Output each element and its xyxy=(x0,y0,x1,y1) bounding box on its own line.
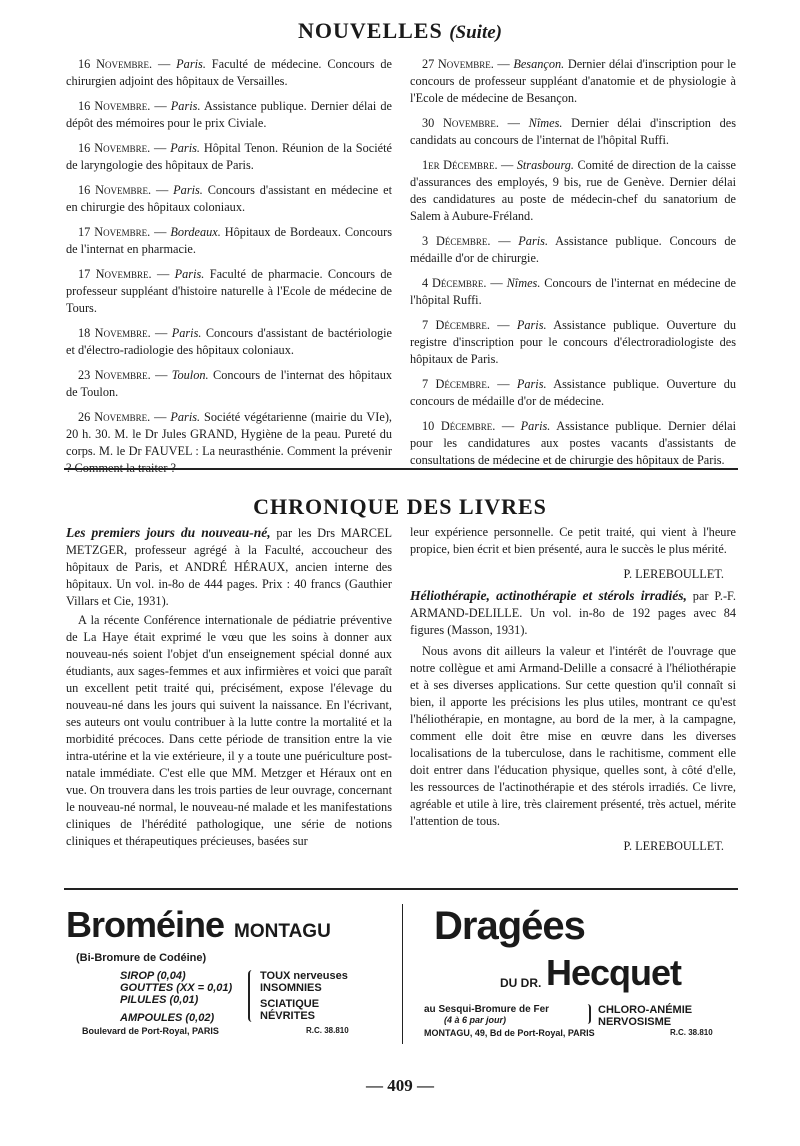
review-2-body: Nous avons dit ailleurs la valeur et l'intérêt de l'ouvrage que notre collègue et ami Armand-Delille a consacré à l'héliothérapie et à ses diverses applications. Sur cette question qu'il connaît si bien, il apporte les précisions les plus utiles, montrant ce qu'est l'héliothérapie, en montagne, au bord de la mer, à la campagne, comment elle doit être mise en œuvre dans les diverses localisations de la tuberculose, dans le rachitisme, comment elle doit entrer dans l'éducation physique, quelles sont, à côté d'elle, les ressources de l'actinothérapie et des stérols irradiés. Ce livre, agréable et utile à lire, très clairement présenté, très actuel, mérite l'attention de tous. xyxy=(410,644,736,828)
ad-divider xyxy=(64,888,738,890)
review-column-right xyxy=(410,524,736,859)
news-place: Besançon. xyxy=(513,57,565,71)
news-text: Société végétarienne (mairie du VIe), 20 h. 30. M. le Dr Jules GRAND, Hygiène de la peau. Pureté du corps. M. le Dr FAUVEL : La neurasthénie. Comment la prévenir xyxy=(66,410,392,458)
news-item: 17 Novembre. — Bordeaux. Hôpitaux de Bordeaux. Concours de l'internat en pharmacie. xyxy=(66,225,392,256)
ad-bromeine xyxy=(66,904,396,1044)
news-text: Comité de direction de la caisse d'assurances des employés, 9 bis, rue de Genève. Dernier délai des candidatures au poste de médecin-chef du sanatorium de Salem à Aubure-Fréland. xyxy=(410,158,736,223)
review-1-title: Les premiers jours du nouveau-né, xyxy=(66,525,271,540)
ad-dragees-name: Hecquet xyxy=(546,952,682,993)
news-date: 7 Décembre. xyxy=(422,377,490,391)
page-header xyxy=(0,18,800,44)
news-text: Concours d'assistant de bactériologie et d'électro-radiologie des hôpitaux coloniaux. xyxy=(66,326,392,357)
header-suite: (Suite) xyxy=(449,22,502,43)
news-text: Hôpitaux de Bordeaux. Concours de l'internat en pharmacie. xyxy=(66,225,392,256)
ad-indication: SCIATIQUE xyxy=(260,998,320,1010)
news-date: 7 Décembre. xyxy=(422,318,490,332)
page-number: — 409 — xyxy=(366,1076,434,1095)
news-date: 23 Novembre. xyxy=(78,368,151,382)
review-2-signature: P. LEREBOULLET. xyxy=(623,839,724,853)
news-text: Faculté de pharmacie. Concours de professeur suppléant d'histoire naturelle à l'Ecole de médecine de Tours. xyxy=(66,267,392,315)
ad-bromeine-maker: MONTAGU xyxy=(234,921,331,942)
news-text: Concours de l'internat des hôpitaux de Toulon. xyxy=(66,368,393,399)
news-place: Nîmes. xyxy=(528,116,563,130)
news-date: 17 Novembre. xyxy=(78,267,152,281)
news-place: Paris. xyxy=(176,57,206,71)
news-column-left xyxy=(66,56,392,485)
news-date: 17 Novembre. xyxy=(78,225,151,239)
ad-indication: NERVOSISME xyxy=(598,1016,672,1028)
ad-vertical-divider xyxy=(402,904,403,1044)
ad-bromeine-brace xyxy=(248,970,256,1022)
news-item: 7 Décembre. — Paris. Assistance publique. Ouverture du registre d'inscription pour le concours d'électroradiologiste des hôpitaux de Paris. xyxy=(410,318,736,366)
news-text: Hôpital Tenon. Réunion de la Société de laryngologie des hôpitaux de Paris. xyxy=(66,141,392,172)
ad-bromeine-address: Boulevard de Port-Royal, PARIS xyxy=(82,1026,219,1036)
news-item: 30 Novembre. — Nîmes. Dernier délai d'inscription des candidats au concours de l'internat de l'hôpital Ruffi. xyxy=(410,116,736,147)
news-item: 26 Novembre. — Paris. Société végétarienne (mairie du VIe), 20 h. 30. M. le Dr Jules GRAND, Hygiène de la peau. Pureté du corps. M. le Dr FAUVEL : La neurasthénie. Comment la prévenir xyxy=(66,409,392,477)
review-column-left xyxy=(66,524,392,858)
ad-bromeine-forms xyxy=(120,970,232,1024)
review-2-title: Héliothérapie, actinothérapie et stérols irradiés, xyxy=(410,588,687,603)
news-text: Assistance publique. Dernier délai de dépôt des mémoires pour le prix Civiale. xyxy=(66,99,392,130)
ad-dragees-indications xyxy=(598,1004,692,1028)
news-item: 7 Décembre. — Paris. Assistance publique. Ouverture du concours de médaille d'or de médecine. xyxy=(410,377,736,408)
news-item: 27 Novembre. — Besançon. Dernier délai d'inscription pour le concours de professeur suppléant d'anatomie et de physiologie à l'Ecole de médecine de Besançon. xyxy=(410,57,736,105)
review-1-signature: P. LEREBOULLET. xyxy=(623,567,724,581)
header-title: NOUVELLES xyxy=(298,18,443,43)
news-date: 16 Novembre. xyxy=(78,57,153,71)
ad-indication: TOUX nerveuses xyxy=(260,970,348,982)
news-place: Paris. xyxy=(170,141,200,155)
review-2-header xyxy=(410,587,736,639)
ad-form: PILULES (0,01) xyxy=(120,994,199,1006)
ad-dragees-hecquet xyxy=(424,904,740,1044)
ad-indication: CHLORO-ANÉMIE xyxy=(598,1004,693,1016)
news-item: 4 Décembre. — Nîmes. Concours de l'internat en médecine de l'hôpital Ruffi. xyxy=(410,276,736,307)
review-1-biblio: par les Drs MARCEL METZGER, professeur agrégé à la Faculté, accoucheur des hôpitaux de Paris, et ANDRÉ HÉRAUX, ancien interne des hôpitaux. Un vol. in-8o de 444 pages. Prix : 40 francs (Gauthier Villars et Cie, 1931). xyxy=(66,526,392,608)
news-place: Paris. xyxy=(518,234,549,248)
news-date: 16 Novembre. xyxy=(78,141,151,155)
section-divider xyxy=(64,468,738,470)
ad-form: GOUTTES (XX = 0,01) xyxy=(120,982,233,994)
news-date: 30 Novembre. xyxy=(422,116,499,130)
news-place: Strasbourg. xyxy=(516,158,574,172)
news-date: 16 Novembre. xyxy=(78,183,152,197)
news-date: 16 Novembre. xyxy=(78,99,151,113)
news-place: Bordeaux. xyxy=(170,225,221,239)
news-date: 3 Décembre. xyxy=(422,234,491,248)
news-date: 1er Décembre. xyxy=(422,158,498,172)
news-item: 16 Novembre. — Paris. Faculté de médecine. Concours de chirurgien adjoint des hôpitaux de Versailles. xyxy=(66,57,392,88)
ad-indication: INSOMNIES xyxy=(260,982,322,994)
news-place: Paris. xyxy=(171,326,202,340)
ad-form: AMPOULES (0,02) xyxy=(120,1012,215,1024)
news-text: Assistance publique. Dernier délai pour les candidatures aux postes vacants d'assistants de consultations de médecine et de chirurgie des hôpitaux de Paris. xyxy=(410,419,736,467)
news-text: Concours d'assistant en médecine et en chirurgie des hôpitaux coloniaux. xyxy=(66,183,392,214)
ad-bromeine-indications xyxy=(260,970,348,1022)
ad-dragees-dose: (4 à 6 par jour) xyxy=(444,1015,507,1025)
news-text: Dernier délai d'inscription pour le concours de professeur suppléant d'anatomie et de physiologie à l'Ecole de médecine de Besançon. xyxy=(410,57,736,105)
ad-dragees-composition: au Sesqui-Bromure de Fer xyxy=(424,1004,550,1015)
news-text: Faculté de médecine. Concours de chirurgien adjoint des hôpitaux de Versailles. xyxy=(66,57,392,88)
ad-bromeine-brand: Broméine xyxy=(66,904,225,945)
ad-dragees-brand: Dragées xyxy=(434,904,585,948)
news-item: 18 Novembre. — Paris. Concours d'assistant de bactériologie et d'électro-radiologie des hôpitaux coloniaux. xyxy=(66,326,392,357)
news-item: 16 Novembre. — Paris. Hôpital Tenon. Réunion de la Société de laryngologie des hôpitaux de Paris. xyxy=(66,141,392,172)
news-text: Assistance publique. Concours de médaille d'or de chirurgie. xyxy=(410,234,736,265)
news-item: 16 Novembre. — Paris. Assistance publique. Dernier délai de dépôt des mémoires pour le prix Civiale. xyxy=(66,99,392,130)
news-item: 16 Novembre. — Paris. Concours d'assistant en médecine et en chirurgie des hôpitaux coloniaux. xyxy=(66,183,392,214)
news-date: 4 Décembre. xyxy=(422,276,487,290)
news-text: Assistance publique. Ouverture du concours de médaille d'or de médecine. xyxy=(410,377,736,408)
review-2-biblio: par P.-F. ARMAND-DELILLE. Un vol. in-8o de 192 pages avec 84 figures (Masson, 1931). xyxy=(410,589,736,637)
ad-dragees-brace xyxy=(584,1004,591,1024)
ad-form: SIROP (0,04) xyxy=(120,970,186,982)
news-date: 27 Novembre. xyxy=(422,57,494,71)
ad-dragees-of: DU DR. xyxy=(500,976,542,990)
review-1-body: A la récente Conférence internationale de pédiatrie préventive de La Haye était exprimé le vœu que les soins à donner aux nouveau-nés soient l'objet d'un enseignement spécial donné aux étudiants, aux sages-femmes et aux infirmières et voici que paraît un excellent petit traité qui, précisément, expose l'élevage du nouveau-né dans les jours qui suivent la naissance. En l'écrivant, ses auteurs ont voulu contribuer à la lutte contre la mortalité et la morbidité précoces. Dans cette période de transition entre la vie intra-utérine et la vie extérieure, il y a toute une puériculture post-natale immédiate. C'est elle que MM. Metzger et Héraux ont en vue. On trouvera dans les trois parties de leur ouvrage, concernant le nouveau-né normal, le nouveau-né malade et les manifestations cliniques de l'hérédité pathologique, une série de notions cliniques et thérapeutiques précieuses, basées sur xyxy=(66,613,392,848)
news-place: Paris. xyxy=(174,267,205,281)
news-date: 10 Décembre. xyxy=(422,419,496,433)
ad-bromeine-phone: R.C. 38.810 xyxy=(306,1026,349,1035)
news-date: 26 Novembre. xyxy=(78,410,151,424)
news-place: Paris. xyxy=(170,410,201,424)
news-place: Nîmes. xyxy=(506,276,541,290)
review-1-continued: leur expérience personnelle. Ce petit traité, qui vient à l'heure propice, bien écrit et bien présenté, aura le succès le plus mérité. xyxy=(410,525,736,556)
news-place: Paris. xyxy=(170,99,201,113)
news-place: Paris. xyxy=(520,419,551,433)
review-1-header xyxy=(66,524,392,610)
news-column-right xyxy=(410,56,736,477)
news-date: 18 Novembre. xyxy=(78,326,151,340)
news-text: Concours de l'internat en médecine de l'hôpital Ruffi. xyxy=(410,276,736,307)
news-text: Assistance publique. Ouverture du registre d'inscription pour le concours d'électroradiologiste des hôpitaux de Paris. xyxy=(410,318,736,366)
ad-indication: NÉVRITES xyxy=(260,1010,316,1022)
news-text: Dernier délai d'inscription des candidats au concours de l'internat de l'hôpital Ruffi. xyxy=(410,116,736,147)
section-title: CHRONIQUE DES LIVRES xyxy=(253,494,547,519)
news-place: Paris. xyxy=(173,183,203,197)
ad-bromeine-subtitle: (Bi-Bromure de Codéine) xyxy=(76,952,207,964)
news-place: Paris. xyxy=(516,377,547,391)
news-item: 10 Décembre. — Paris. Assistance publique. Dernier délai pour les candidatures aux postes vacants d'assistants de consultations de médecine et de chirurgie des hôpitaux de Paris. xyxy=(410,419,736,467)
news-item: 1er Décembre. — Strasbourg. Comité de direction de la caisse d'assurances des employés, 9 bis, rue de Genève. Dernier délai des candidatures au poste de médecin-chef du sanatorium de Salem à Aubure-Fréland. xyxy=(410,158,736,223)
ad-dragees-address: MONTAGU, 49, Bd de Port-Royal, PARIS xyxy=(424,1028,595,1038)
news-item: 3 Décembre. — Paris. Assistance publique. Concours de médaille d'or de chirurgie. xyxy=(410,234,736,265)
news-place: Paris. xyxy=(516,318,547,332)
news-item: 17 Novembre. — Paris. Faculté de pharmacie. Concours de professeur suppléant d'histoire naturelle à l'Ecole de médecine de Tours. xyxy=(66,267,392,315)
news-place: Toulon. xyxy=(171,368,209,382)
news-item: 23 Novembre. — Toulon. Concours de l'internat des hôpitaux de Toulon. xyxy=(66,368,393,399)
ad-dragees-phone: R.C. 38.810 xyxy=(670,1028,713,1037)
